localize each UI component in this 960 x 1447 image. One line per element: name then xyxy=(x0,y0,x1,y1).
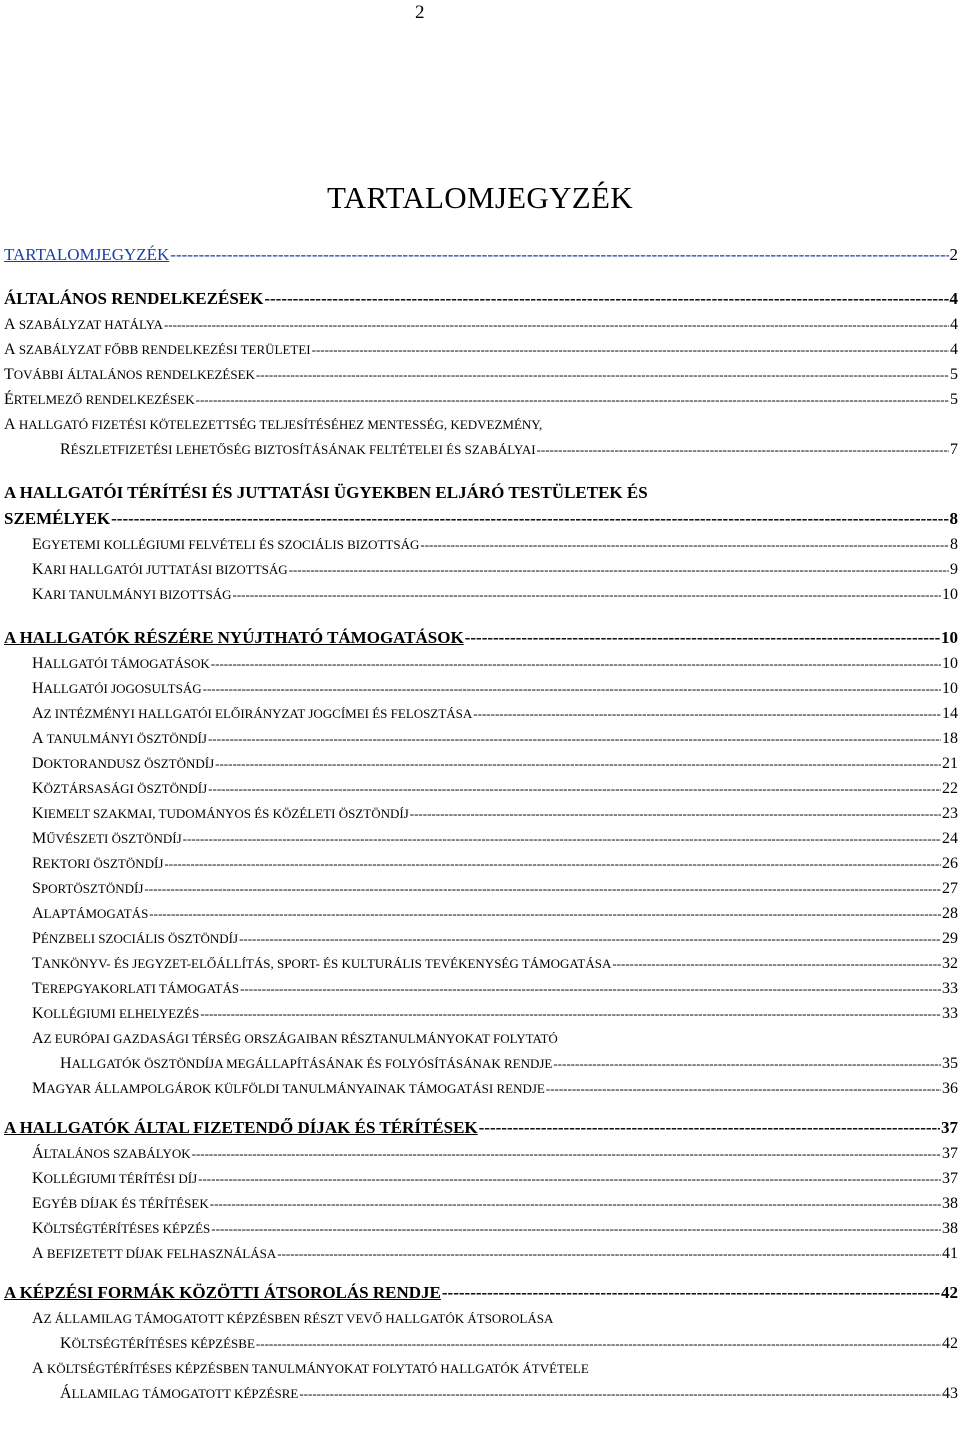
toc-entry[interactable]: KARI TANULMÁNYI BIZOTTSÁG ----- 10 xyxy=(4,582,958,607)
toc-entry[interactable]: ÁLTALÁNOS SZABÁLYOK ----- 37 xyxy=(4,1141,958,1166)
toc-entry-line2[interactable]: KÖLTSÉGTÉRÍTÉSES KÉPZÉSBE ----- 42 xyxy=(4,1331,958,1356)
toc-entry-line1[interactable]: A KÖLTSÉGTÉRÍTÉSES KÉPZÉSBEN TANULMÁNYOKAT FOLYTATÓ HALLGATÓK ÁTVÉTELE xyxy=(32,1360,589,1377)
toc-heading-line1[interactable]: A HALLGATÓI TÉRÍTÉSI ÉS JUTTATÁSI ÜGYEKBEN ELJÁRÓ TESTÜLETEK ÉS xyxy=(4,483,648,502)
toc-entry-line2[interactable]: HALLGATÓK ÖSZTÖNDÍJA MEGÁLLAPÍTÁSÁNAK ÉS FOLYÓSÍTÁSÁNAK RENDJE ----- 35 xyxy=(4,1051,958,1076)
toc-entry[interactable]: KÖLTSÉGTÉRÍTÉSES KÉPZÉS ----- 38 xyxy=(4,1216,958,1241)
toc-entry-line1[interactable]: A HALLGATÓ FIZETÉSI KÖTELEZETTSÉG TELJESÍTÉSÉHEZ MENTESSÉG, KEDVEZMÉNY, xyxy=(4,416,543,433)
toc-entry-line2[interactable]: RÉSZLETFIZETÉSI LEHETŐSÉG BIZTOSÍTÁSÁNAK FELTÉTELEI ÉS SZABÁLYAI ----- 7 xyxy=(4,437,958,462)
toc-entry[interactable]: KARI HALLGATÓI JUTTATÁSI BIZOTTSÁG ----- 9 xyxy=(4,557,958,582)
toc-entry-line2[interactable]: ÁLLAMILAG TÁMOGATOTT KÉPZÉSRE ----- 43 xyxy=(4,1381,958,1406)
toc-entry-line1[interactable]: AZ EURÓPAI GAZDASÁGI TÉRSÉG ORSZÁGAIBAN RÉSZTANULMÁNYOKAT FOLYTATÓ xyxy=(32,1030,558,1047)
toc-heading[interactable]: ÁLTALÁNOS RENDELKEZÉSEK ----- 4 xyxy=(4,286,958,312)
page-number: 2 xyxy=(415,2,425,23)
toc-heading[interactable]: A HALLGATÓK RÉSZÉRE NYÚJTHATÓ TÁMOGATÁSOK ----- 10 xyxy=(4,625,958,651)
toc-entry[interactable]: HALLGATÓI TÁMOGATÁSOK ----- 10 xyxy=(4,651,958,676)
toc-entry[interactable]: HALLGATÓI JOGOSULTSÁG ----- 10 xyxy=(4,676,958,701)
toc-entry[interactable]: TEREPGYAKORLATI TÁMOGATÁS ----- 33 xyxy=(4,976,958,1001)
toc-entry[interactable]: SPORTÖSZTÖNDÍJ ----- 27 xyxy=(4,876,958,901)
table-of-contents xyxy=(4,242,958,1406)
toc-entry[interactable]: AZ INTÉZMÉNYI HALLGATÓI ELŐIRÁNYZAT JOGCÍMEI ÉS FELOSZTÁSA ----- 14 xyxy=(4,701,958,726)
toc-entry[interactable]: MŰVÉSZETI ÖSZTÖNDÍJ ----- 24 xyxy=(4,826,958,851)
toc-entry[interactable]: REKTORI ÖSZTÖNDÍJ ----- 26 xyxy=(4,851,958,876)
toc-entry[interactable]: TANKÖNYV- ÉS JEGYZET-ELŐÁLLÍTÁS, SPORT- ÉS KULTURÁLIS TEVÉKENYSÉG TÁMOGATÁSA ----- 32 xyxy=(4,951,958,976)
toc-entry[interactable]: PÉNZBELI SZOCIÁLIS ÖSZTÖNDÍJ ----- 29 xyxy=(4,926,958,951)
page-title: TARTALOMJEGYZÉK xyxy=(327,180,633,215)
toc-entry[interactable]: TOVÁBBI ÁLTALÁNOS RENDELKEZÉSEK ----- 5 xyxy=(4,362,958,387)
toc-entry[interactable]: KOLLÉGIUMI TÉRÍTÉSI DÍJ ----- 37 xyxy=(4,1166,958,1191)
toc-entry[interactable]: A SZABÁLYZAT HATÁLYA ----- 4 xyxy=(4,312,958,337)
toc-entry[interactable]: KOLLÉGIUMI ELHELYEZÉS ----- 33 xyxy=(4,1001,958,1026)
toc-entry-line1[interactable]: AZ ÁLLAMILAG TÁMOGATOTT KÉPZÉSBEN RÉSZT VEVŐ HALLGATÓK ÁTSOROLÁSA xyxy=(32,1310,554,1327)
toc-heading[interactable]: A KÉPZÉSI FORMÁK KÖZÖTTI ÁTSOROLÁS RENDJE ----- 42 xyxy=(4,1280,958,1306)
toc-entry[interactable]: DOKTORANDUSZ ÖSZTÖNDÍJ ----- 21 xyxy=(4,751,958,776)
toc-entry[interactable]: A SZABÁLYZAT FŐBB RENDELKEZÉSI TERÜLETEI ----- 4 xyxy=(4,337,958,362)
toc-entry[interactable]: EGYÉB DÍJAK ÉS TÉRÍTÉSEK ----- 38 xyxy=(4,1191,958,1216)
toc-entry[interactable]: KÖZTÁRSASÁGI ÖSZTÖNDÍJ ----- 22 xyxy=(4,776,958,801)
toc-heading[interactable]: A HALLGATÓK ÁLTAL FIZETENDŐ DÍJAK ÉS TÉRÍTÉSEK ----- 37 xyxy=(4,1115,958,1141)
toc-entry[interactable]: KIEMELT SZAKMAI, TUDOMÁNYOS ÉS KÖZÉLETI ÖSZTÖNDÍJ ----- 23 xyxy=(4,801,958,826)
toc-entry[interactable]: ÉRTELMEZŐ RENDELKEZÉSEK ----- 5 xyxy=(4,387,958,412)
toc-heading[interactable]: SZEMÉLYEK ----- 8 xyxy=(4,506,958,532)
toc-entry[interactable]: EGYETEMI KOLLÉGIUMI FELVÉTELI ÉS SZOCIÁLIS BIZOTTSÁG ----- 8 xyxy=(4,532,958,557)
toc-link-tartalomjegyzek[interactable]: TARTALOMJEGYZÉK ----- 2 xyxy=(4,242,958,268)
toc-entry[interactable]: MAGYAR ÁLLAMPOLGÁROK KÜLFÖLDI TANULMÁNYAINAK TÁMOGATÁSI RENDJE ----- 36 xyxy=(4,1076,958,1101)
toc-entry[interactable]: ALAPTÁMOGATÁS ----- 28 xyxy=(4,901,958,926)
toc-entry[interactable]: A BEFIZETETT DÍJAK FELHASZNÁLÁSA ----- 41 xyxy=(4,1241,958,1266)
toc-entry[interactable]: A TANULMÁNYI ÖSZTÖNDÍJ ----- 18 xyxy=(4,726,958,751)
